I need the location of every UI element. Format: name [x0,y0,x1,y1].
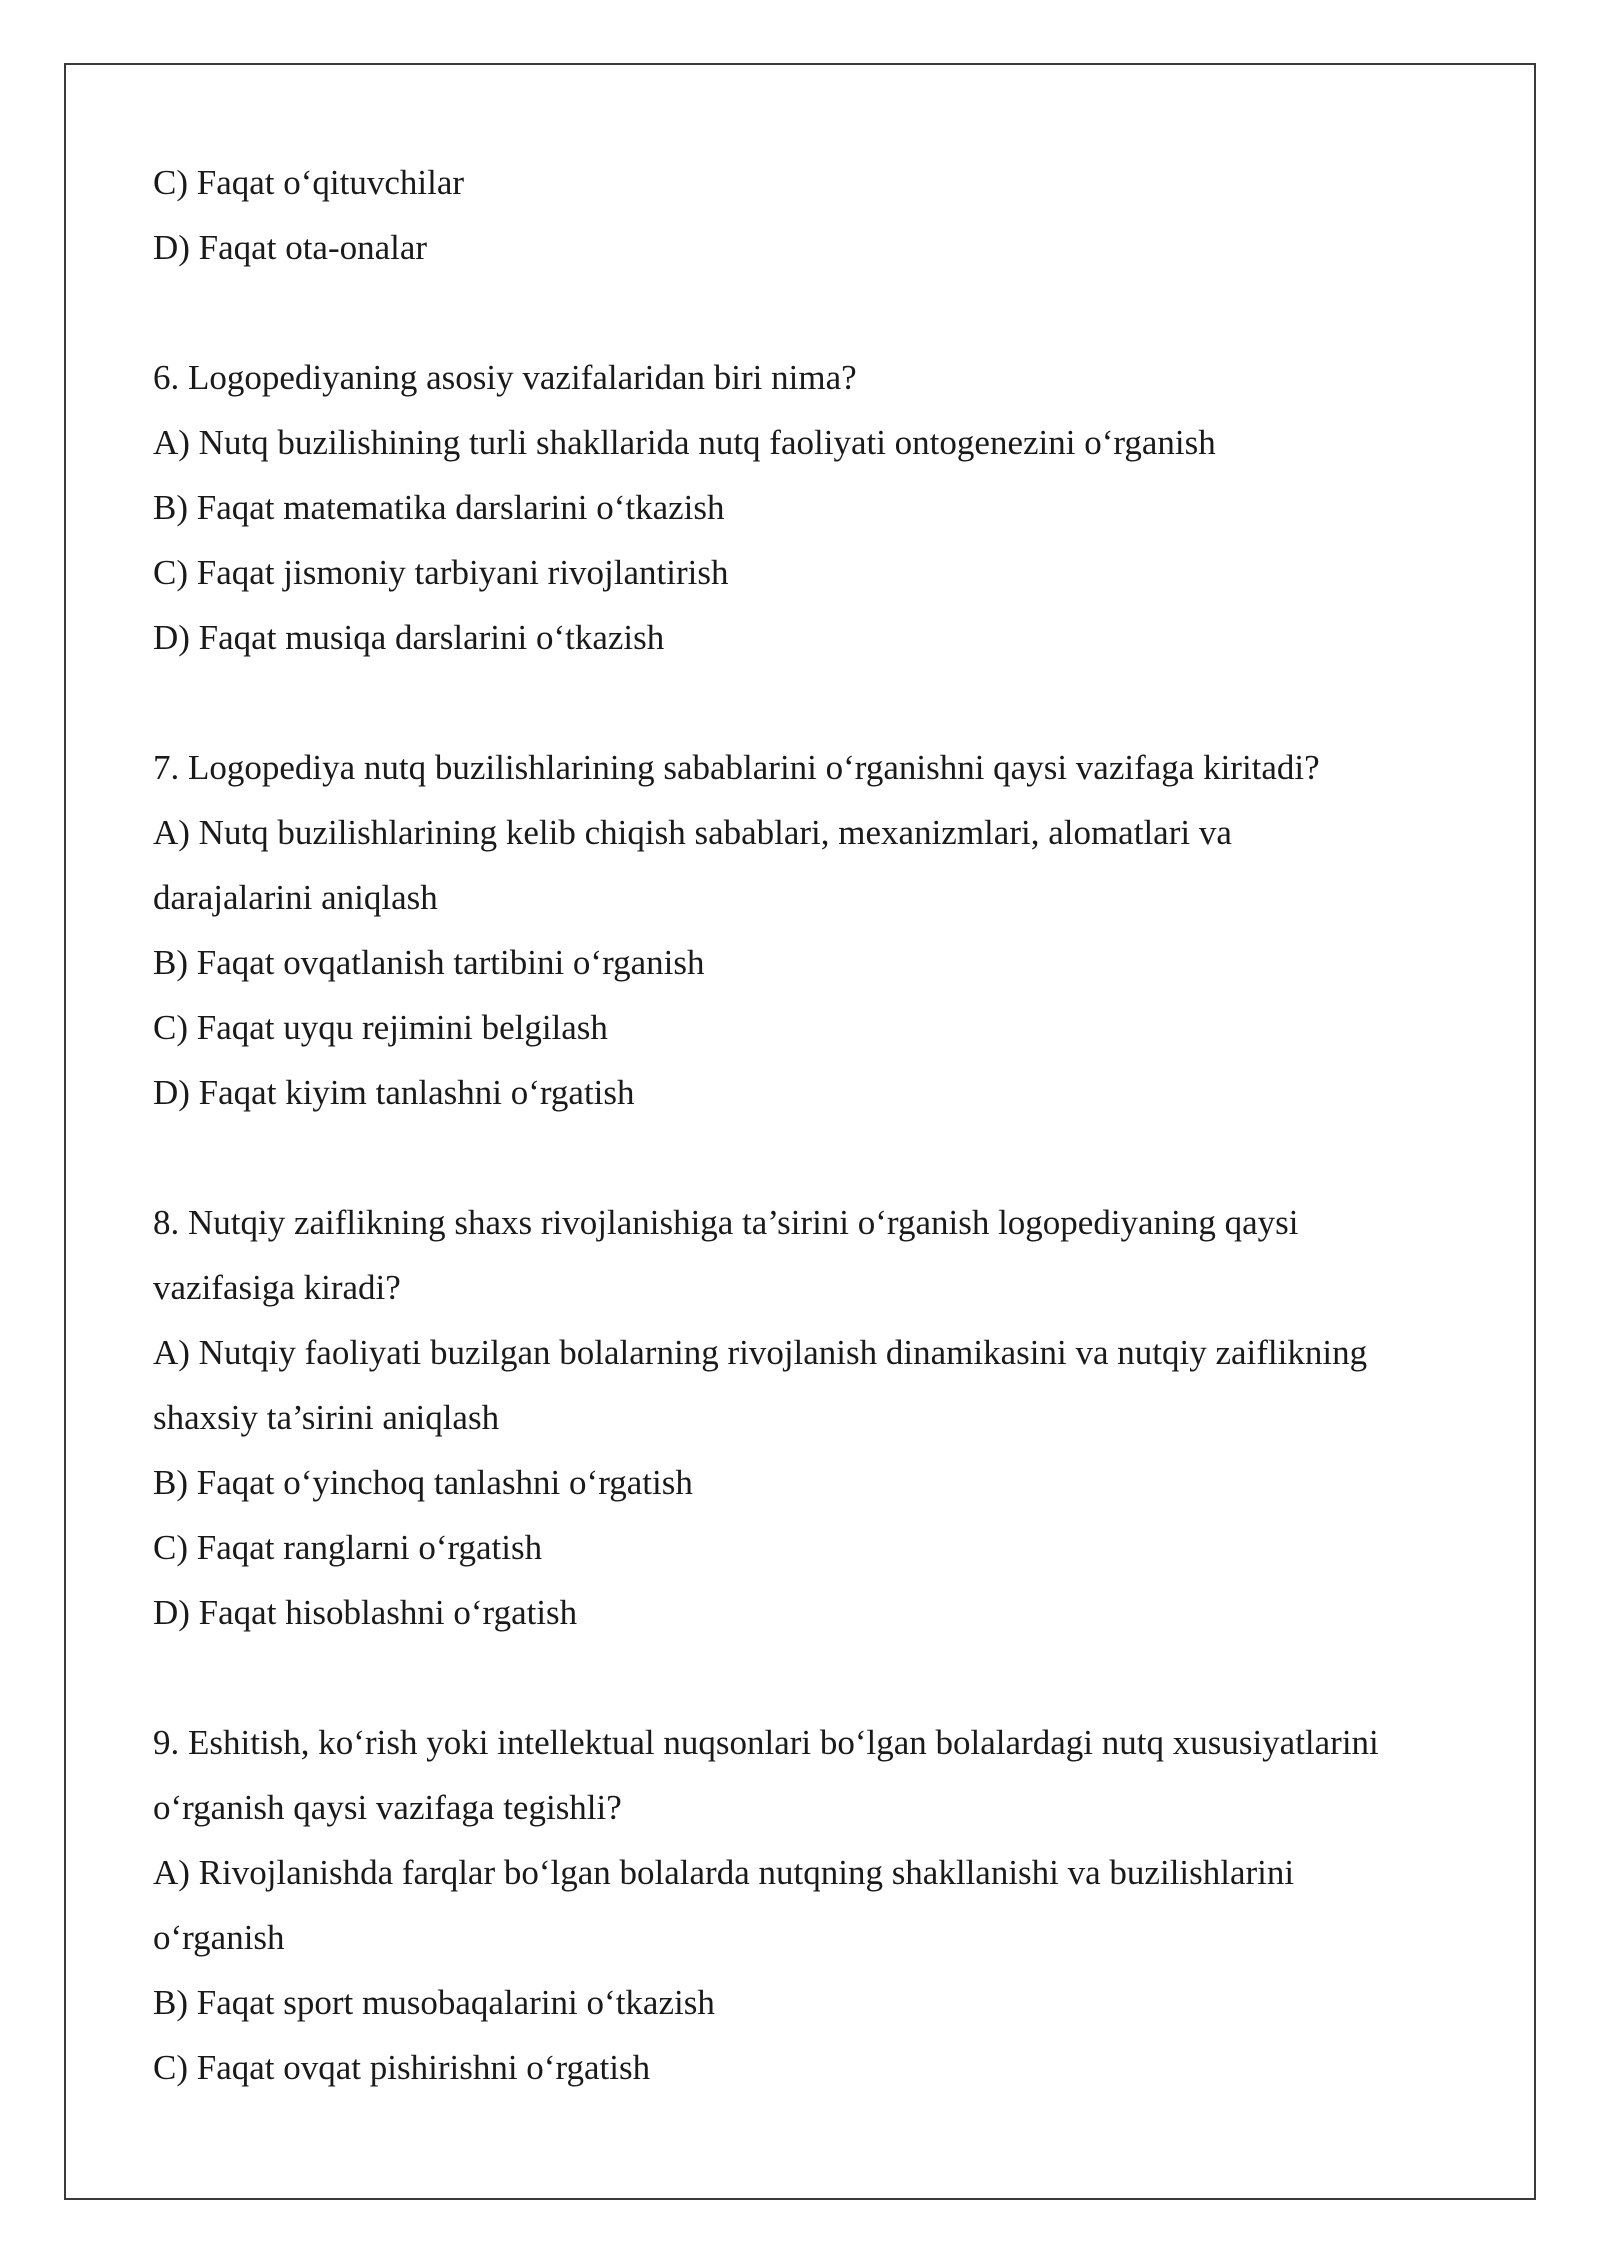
question-block-8 [153,1190,1483,1645]
question-8-option-b: B) Faqat o‘yinchoq tanlashni o‘rgatish [153,1463,693,1502]
question-6-option-b: B) Faqat matematika darslarini o‘tkazish [153,488,725,527]
question-block-9 [153,1710,1483,2100]
option-c-previous: C) Faqat o‘qituvchilar [153,163,465,202]
spacer [153,1645,1483,1710]
question-6-option-a: A) Nutq buzilishining turli shakllarida nutq faoliyati ontogenezini o‘rganish [153,423,1216,462]
question-9-option-a: A) Rivojlanishda farqlar bo‘lgan bolalarda nutqning shakllanishi va buzilishlarini [153,1853,1295,1892]
question-7-option-a: A) Nutq buzilishlarining kelib chiqish sabablari, mexanizmlari, alomatlari va [153,813,1232,852]
question-8-option-a: A) Nutqiy faoliyati buzilgan bolalarning rivojlanish dinamikasini va nutqiy zaiflikning [153,1333,1368,1372]
question-8-option-d: D) Faqat hisoblashni o‘rgatish [153,1593,578,1632]
question-8-text-continued: vazifasiga kiradi? [153,1268,401,1307]
question-7-text: 7. Logopediya nutq buzilishlarining sabablarini o‘rganishni qaysi vazifaga kiritadi? [153,748,1320,787]
question-8-text: 8. Nutqiy zaiflikning shaxs rivojlanishiga ta’sirini o‘rganish logopediyaning qaysi [153,1203,1299,1242]
question-9-text-continued: o‘rganish qaysi vazifaga tegishli? [153,1788,622,1827]
question-block-6 [153,345,1483,670]
question-7-option-a-continued: darajalarini aniqlash [153,878,438,917]
spacer [153,280,1483,345]
question-block-7 [153,735,1483,1125]
spacer [153,1125,1483,1190]
question-7-option-d: D) Faqat kiyim tanlashni o‘rgatish [153,1073,635,1112]
question-9-option-c: C) Faqat ovqat pishirishni o‘rgatish [153,2048,651,2087]
question-9-text: 9. Eshitish, ko‘rish yoki intellektual nuqsonlari bo‘lgan bolalardagi nutq xususiyatlarini [153,1723,1379,1762]
question-9-option-b: B) Faqat sport musobaqalarini o‘tkazish [153,1983,715,2022]
question-6-text: 6. Logopediyaning asosiy vazifalaridan biri nima? [153,358,857,397]
document-body [153,150,1483,2100]
question-7-option-b: B) Faqat ovqatlanish tartibini o‘rganish [153,943,705,982]
question-7-option-c: C) Faqat uyqu rejimini belgilash [153,1008,608,1047]
question-9-option-a-continued: o‘rganish [153,1918,285,1957]
question-8-option-c: C) Faqat ranglarni o‘rgatish [153,1528,543,1567]
question-8-option-a-continued: shaxsiy ta’sirini aniqlash [153,1398,500,1437]
spacer [153,670,1483,735]
option-d-previous: D) Faqat ota-onalar [153,228,428,267]
question-6-option-d: D) Faqat musiqa darslarini o‘tkazish [153,618,665,657]
question-6-option-c: C) Faqat jismoniy tarbiyani rivojlantirish [153,553,729,592]
